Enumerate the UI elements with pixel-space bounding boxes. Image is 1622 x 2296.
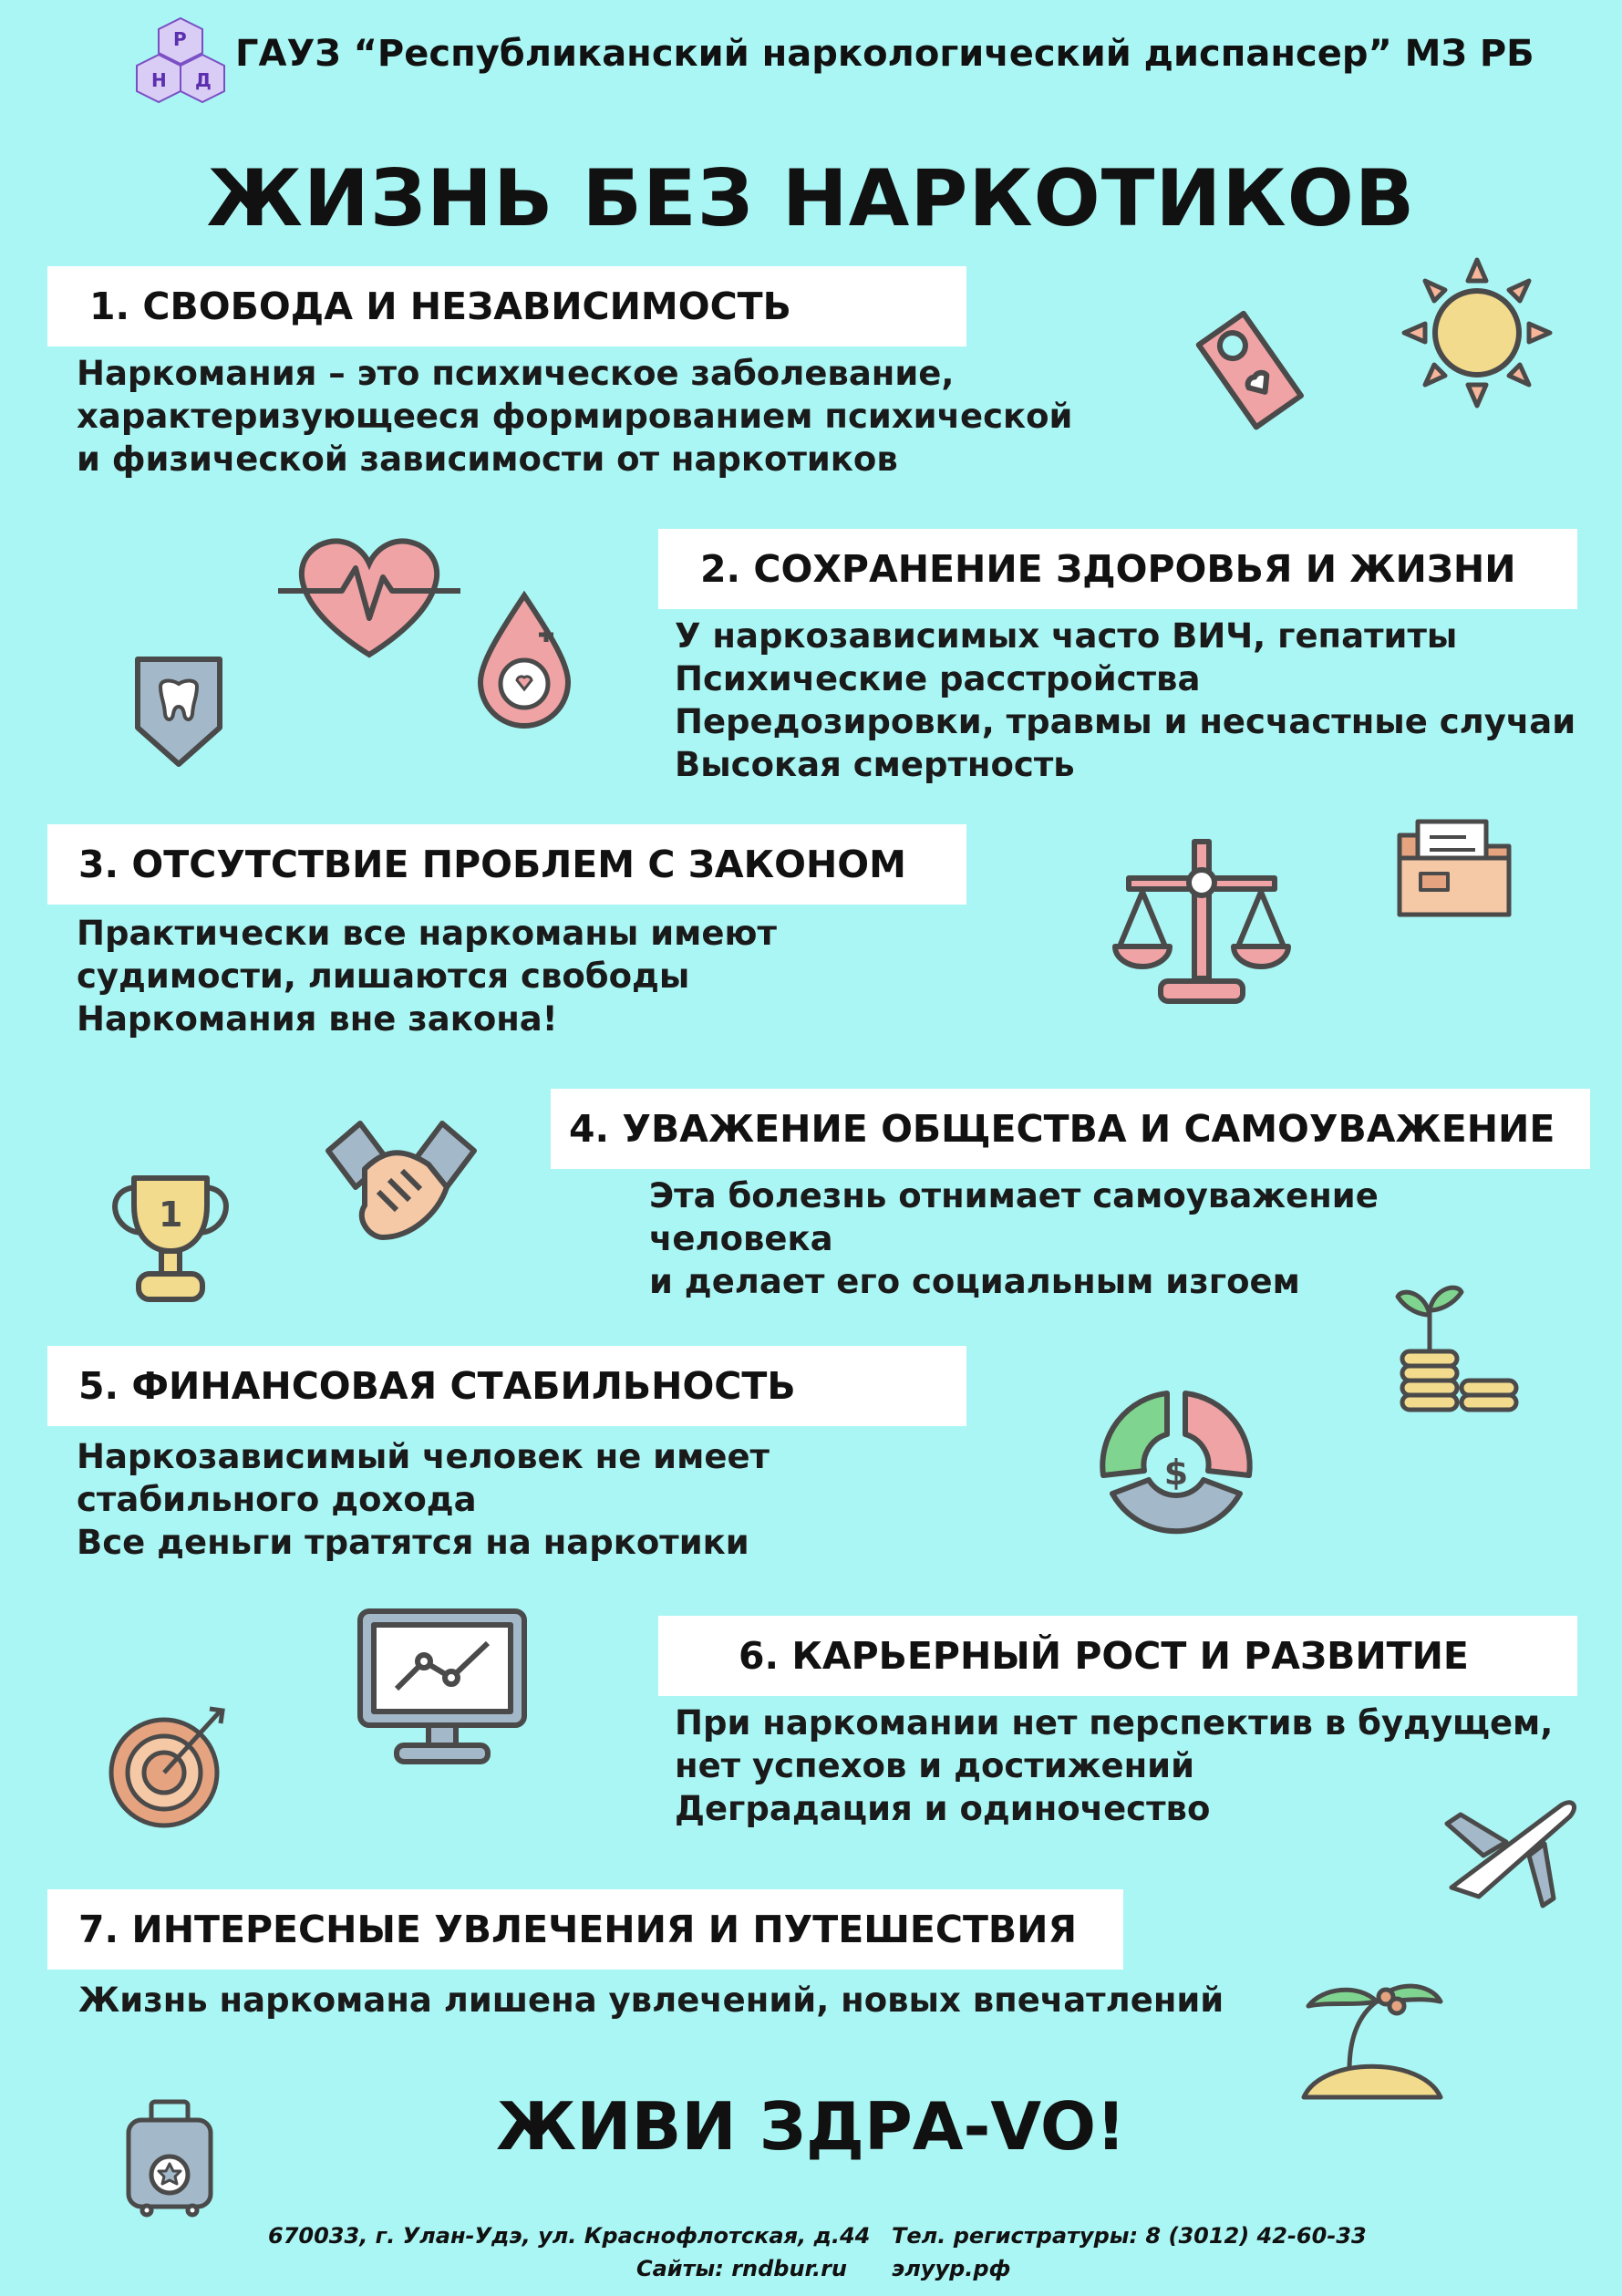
door-hanger-icon [1174,303,1320,430]
section-text-7: Жизнь наркомана лишена увлечений, новых впечатлений [78,1981,1224,2020]
money-plant-icon [1393,1278,1521,1415]
heart-pulse-icon [278,527,460,664]
section-text-4: Эта болезнь отнимает самоуважение человека и делает его социальным изгоем [649,1176,1379,1301]
section-text-5: Наркозависимый человек не имеет стабильного дохода Все деньги тратятся на наркотики [77,1437,770,1562]
scales-icon [1111,837,1293,1010]
page-title: ЖИЗНЬ БЕЗ НАРКОТИКОВ [206,153,1416,244]
section-heading-5: 5. ФИНАНСОВАЯ СТАБИЛЬНОСТЬ [47,1346,966,1426]
section-text-6: При наркомании нет перспектив в будущем, нет успехов и достижений Деградация и одиночество [675,1703,1554,1828]
airplane-icon [1442,1787,1579,1906]
footer-phone: Тел. регистратуры: 8 (3012) 42-60-33 [892,2223,1367,2249]
section-heading-6: 6. КАРЬЕРНЫЙ РОСТ И РАЗВИТИЕ [658,1616,1577,1696]
monitor-chart-icon [356,1607,529,1771]
sun-icon [1400,255,1555,410]
svg-text:$: $ [1163,1453,1189,1493]
section-heading-7: 7. ИНТЕРЕСНЫЕ УВЛЕЧЕНИЯ И ПУТЕШЕСТВИЯ [47,1889,1123,1970]
slogan: ЖИВИ ЗДРА-VO! [496,2088,1126,2165]
org-name: ГАУЗ “Республиканский наркологический диспансер” МЗ РБ [235,33,1534,75]
blood-drop-icon [470,591,579,728]
section-text-3: Практически все наркоманы имеют судимости, лишаются свободы Наркомания вне закона! [77,914,777,1039]
section-heading-2: 2. СОХРАНЕНИЕ ЗДОРОВЬЯ И ЖИЗНИ [658,529,1577,609]
footer-address: 670033, г. Улан-Удэ, ул. Краснофлотская, д.44 [268,2223,871,2249]
section-text-1: Наркомания – это психическое заболевание, характеризующееся формированием психической и физической зависимости от наркотиков [77,354,1073,479]
section-heading-4: 4. УВАЖЕНИЕ ОБЩЕСТВА И САМОУВАЖЕНИЕ [551,1089,1590,1169]
target-icon [109,1701,228,1829]
section-heading-1: 1. СВОБОДА И НЕЗАВИСИМОСТЬ [47,266,966,346]
trophy-icon [111,1169,230,1306]
footer-site2: элуур.рф [892,2256,1011,2281]
handshake-icon [324,1114,479,1251]
pie-dollar-icon [1094,1384,1258,1548]
section-heading-3: 3. ОТСУТСТВИЕ ПРОБЛЕМ С ЗАКОНОМ [47,824,966,905]
tooth-shield-icon [133,655,224,768]
section-text-2: У наркозависимых часто ВИЧ, гепатиты Психические расстройства Передозировки, травмы и несчастные случаи Высокая смертность [675,616,1576,784]
logo-letter: Н [151,69,167,91]
suitcase-icon [124,2097,215,2216]
trophy-number: 1 [159,1195,183,1235]
logo-letter: Р [173,28,187,50]
logo-letter: Д [195,69,212,91]
island-icon [1295,1970,1450,2106]
folder-icon [1395,817,1514,919]
footer-sites: Сайты: rndbur.ru [636,2256,848,2281]
